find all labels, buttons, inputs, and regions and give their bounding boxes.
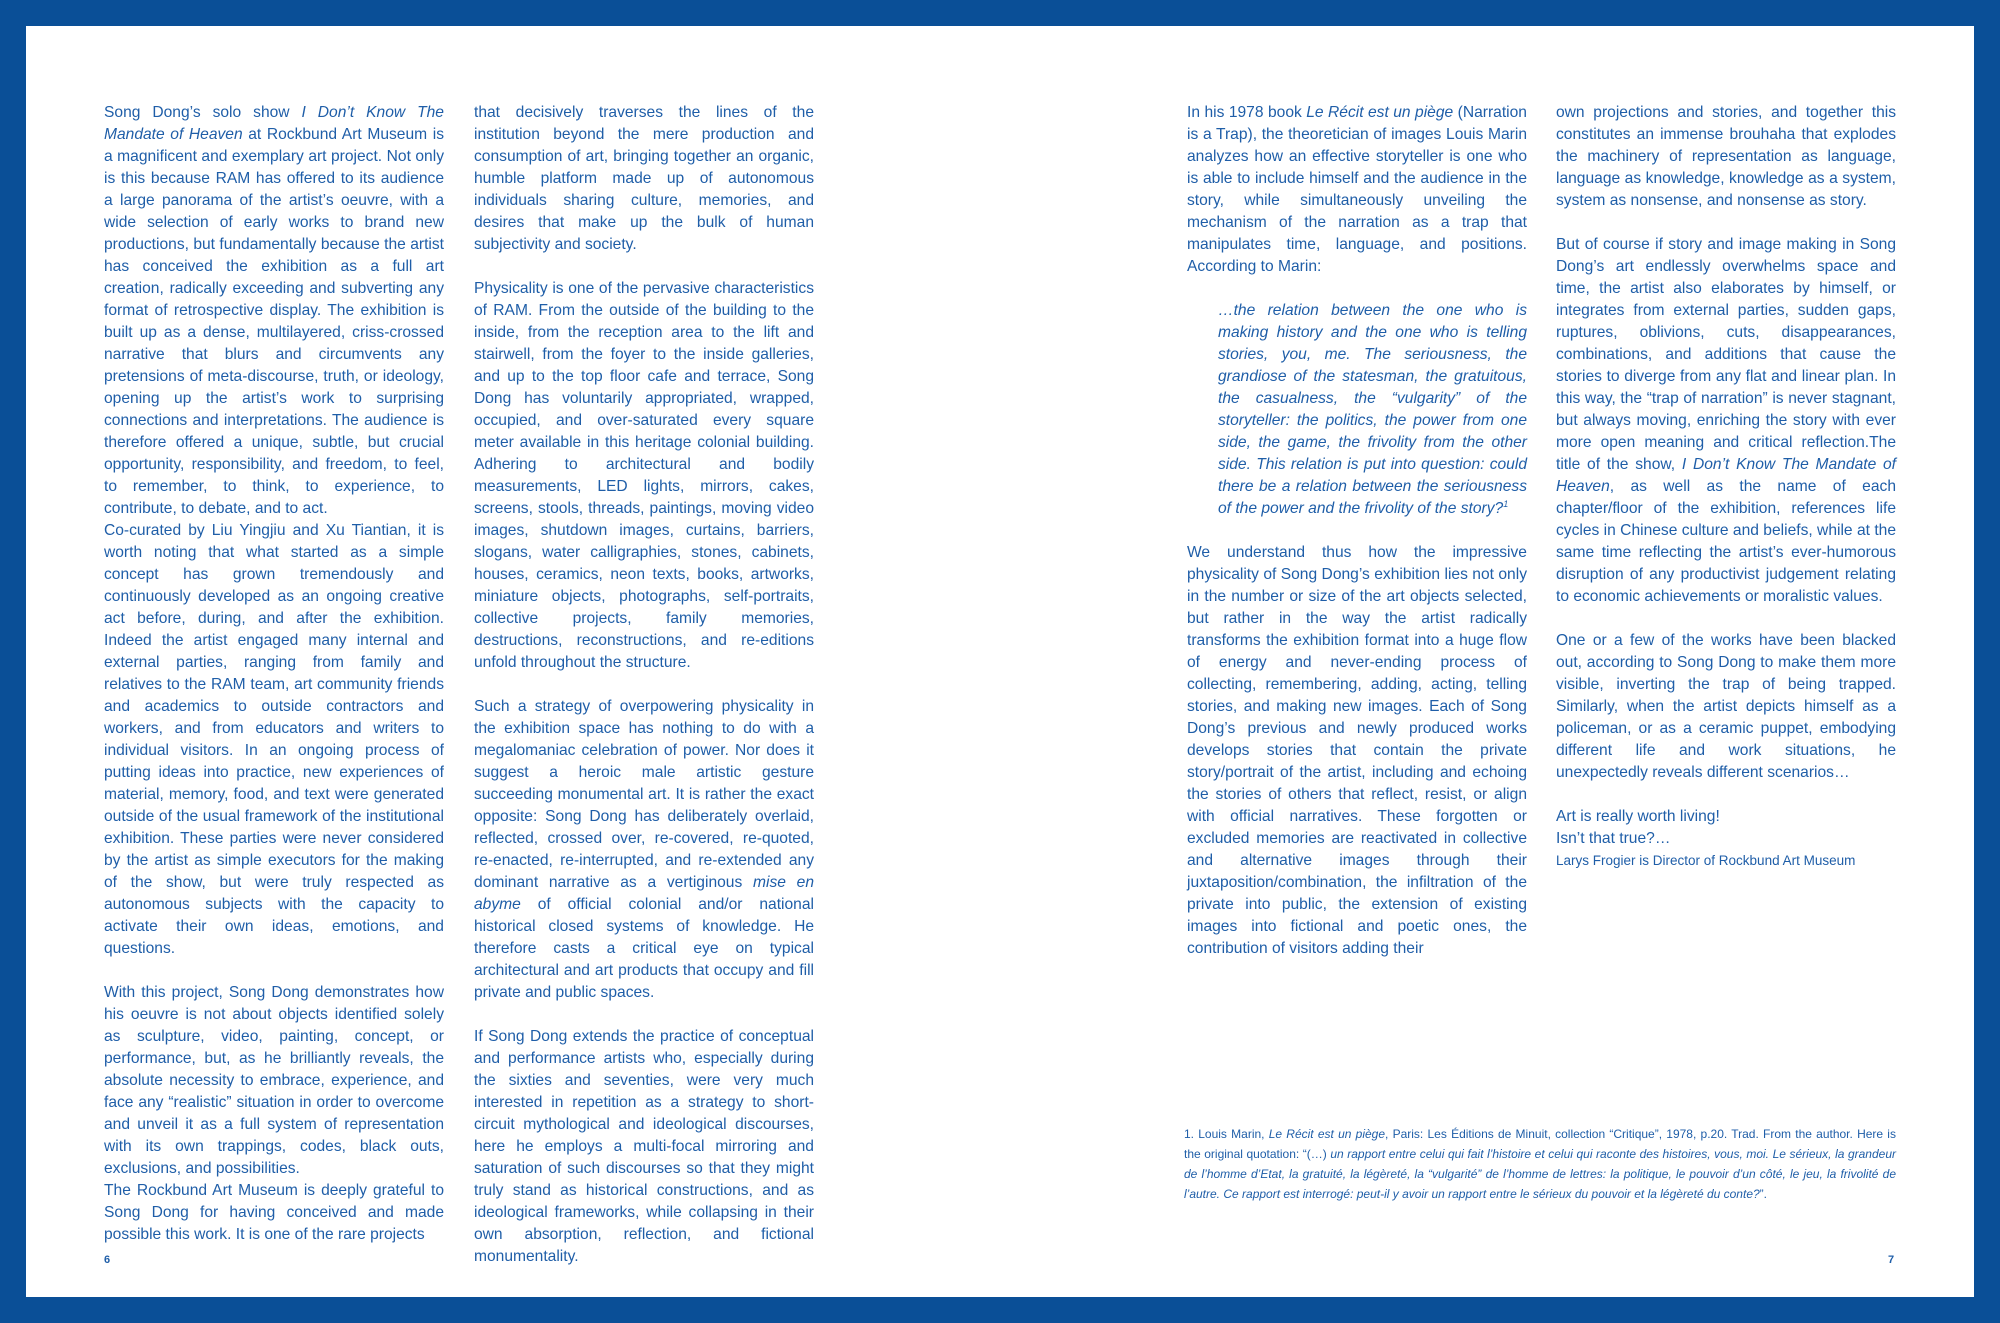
paragraph: Co-curated by Liu Yingjiu and Xu Tiantian, it is worth noting that what started as a simple concept has grown tremendously and continuously developed as an ongoing creative act before, during, and after the exhibition. Indeed the artist engaged many internal and external parties, ranging from family and relatives to the RAM team, art community friends and academics to outside contractors and workers, and from educators and writers to individual visitors. In an ongoing process of putting ideas into practice, new experiences of material, memory, food, and text were generated outside of the usual framework of the institutional exhibition. These parties were never considered by the artist as simple executors for the making of the show, but were truly respected as autonomous subjects with the capacity to activate their own ideas, emotions, and questions. [104, 522, 444, 957]
text: Song Dong’s solo show [104, 104, 302, 121]
text: at Rockbund Art Museum is a magnificent and exemplary art project. Not only is this because RAM has offered to its audience a large panorama of the artist’s oeuvre, with a wide selection of early works to brand new productions, but fundamentally because the artist has conceived the exhibition as a full art creation, radically exceeding and subverting any format of retrospective display. The exhibition is built up as a dense, multilayered, criss-crossed narrative that blurs and circumvents any pretensions of meta-discourse, truth, or ideology, opening up the artist’s work to surprising connections and interpretations. The audience is therefore offered a unique, subtle, but crucial opportunity, responsibility, and freedom, to feel, to remember, to think, to experience, to contribute, to debate, and to act. [104, 126, 444, 517]
text: (Narration is a Trap), the theoretician of images Louis Marin analyzes how an effective storyteller is one who is able to include himself and the audience in the story, while simultaneously unveiling the mechanism of the narration as a trap that manipulates time, language, and positions. According to Marin: [1187, 104, 1527, 275]
page-number-left: 6 [104, 1254, 111, 1266]
quote-text: …the relation between the one who is making history and the one who is telling stories, you, me. The seriousness, the grandiose of the statesman, the gratuitous, the casualness, the “vulgarity” of the storyteller: the politics, the power from one side, the game, the frivolity from the other side. This relation is put into question: could there be a relation between the seriousness of the power and the frivolity of the story? [1218, 302, 1527, 517]
original-quotation: un rapport entre celui qui fait l’histoire et celui qui raconte des histoires, vous, moi. Le sérieux, la grandeur de l’homme d’Etat, la gratuité, la légèreté, la “vulgarité” de l’homme de lettres: la politique, le pouvoir d’un côté, le jeu, la frivolité de l’autre. Ce rapport est interrogé: peut-il y avoir un rapport entre le sérieux du pouvoir et la légèreté du conte? [1184, 1147, 1896, 1201]
exhibition-title: I Don’t Know The Mandate of Heaven [1556, 456, 1897, 495]
text: Such a strategy of overpowering physicality in the exhibition space has nothing to do with a megalomaniac celebration of power. Nor does it suggest a heroic male artistic gesture succeeding monumental art. It is rather the exact opposite: Song Dong has deliberately overlaid, reflected, crossed over, re-covered, re-quoted, re-enacted, re-interrupted, and re-extended any dominant narrative as a vertiginous [474, 698, 814, 891]
paragraph: Physicality is one of the pervasive characteristics of RAM. From the outside of the building to the inside, from the reception area to the lift and stairwell, from the foyer to the inside galleries, and up to the top floor cafe and terrace, Song Dong has voluntarily appropriated, wrapped, occupied, and over-saturated every square meter available in this heritage colonial building. Adhering to architectural and bodily measurements, LED lights, mirrors, cakes, screens, stools, threads, paintings, moving video images, shutdown images, curtains, barriers, slogans, water calligraphies, stones, cabinets, houses, ceramics, neon texts, books, artworks, miniature objects, photographs, self-portraits, collective projects, family memories, destructions, reconstructions, and re-editions unfold throughout the structure. [474, 280, 814, 671]
text: ”. [1759, 1187, 1768, 1201]
text: of official colonial and/or national historical closed systems of knowledge. He therefore casts a critical eye on typical architectural and art products that occupy and fill private and public spaces. [474, 896, 814, 1001]
text: , Paris: Les Éditions de Minuit, collection “Critique”, 1978, p.20. Trad. From the author. Here is the original quotation: “(…) [1184, 1127, 1896, 1161]
block-quote [1218, 300, 1527, 520]
right-page-column-1 [1187, 102, 1527, 960]
paragraph [104, 102, 444, 520]
book-title: Le Récit est un piège [1268, 1127, 1386, 1141]
paragraph: With this project, Song Dong demonstrates how his oeuvre is not about objects identified solely as sculpture, video, painting, concept, or performance, but, as he brilliantly reveals, the absolute necessity to embrace, experience, and face any “realistic” situation in order to overcome and unveil it as a full system of representation with its own trappings, codes, black outs, exclusions, and possibilities. [104, 984, 444, 1177]
closing-line-1: Art is really worth living! [1556, 808, 1720, 825]
paragraph: We understand thus how the impressive physicality of Song Dong’s exhibition lies not only in the number or size of the art objects selected, but rather in the way the artist radically transforms the exhibition format into a huge flow of energy and never-ending process of collecting, remembering, adding, acting, telling stories, and making new images. Each of Song Dong’s previous and newly produced works develops stories that contain the private story/portrait of the artist, including and echoing the stories of others that reflect, resist, or align with official narratives. These forgotten or excluded memories are reactivated in collective and alternative images through their juxtaposition/combination, the infiltration of the private into public, the extension of existing images into fictional and poetic ones, the contribution of visitors adding their [1187, 544, 1527, 957]
page-number-right: 7 [1888, 1254, 1895, 1266]
paragraph: own projections and stories, and together this constitutes an immense brouhaha that explodes the machinery of representation as language, language as knowledge, knowledge as a system, system as nonsense, and nonsense as story. [1556, 104, 1896, 209]
text: But of course if story and image making in Song Dong’s art endlessly overwhelms space and time, the artist also elaborates by himself, or integrates from external parties, sudden gaps, ruptures, oblivions, cuts, disappearances, combinations, and additions that cause the stories to diverge from any flat and linear plan. In this way, the “trap of narration” is never stagnant, but always moving, enriching the story with ever more open meaning and critical reflection.The title of the show, [1556, 236, 1896, 473]
paragraph [1556, 234, 1896, 608]
paragraph: that decisively traverses the lines of the institution beyond the mere production and consumption of art, bringing together an organic, humble platform made up of autonomous individuals sharing culture, memories, and desires that make up the bulk of human subjectivity and society. [474, 104, 814, 253]
emphasis: mise en abyme [474, 874, 814, 913]
book-title: Le Récit est un piège [1306, 104, 1454, 121]
book-spread [26, 26, 1974, 1297]
exhibition-title: I Don’t Know The Mandate of Heaven [104, 104, 444, 143]
footnote-marker: 1 [1503, 498, 1509, 509]
left-page-column-2 [474, 102, 814, 1268]
text: In his 1978 book [1187, 104, 1307, 121]
paragraph: One or a few of the works have been blacked out, according to Song Dong to make them more visible, inverting the trap of being trapped. Similarly, when the artist depicts himself as a policeman, or as a ceramic puppet, embodying different life and work situations, he unexpectedly reveals different scenarios… [1556, 632, 1896, 781]
paragraph: If Song Dong extends the practice of conceptual and performance artists who, especially during the sixties and seventies, were very much interested in repetition as a strategy to short-circuit mythological and ideological discourses, here he employs a multi-focal mirroring and saturation of such discourses so that they might truly stand as historical constructions, and as ideological frameworks, while collapsing in their own absorption, reflection, and fictional monumentality. [474, 1028, 814, 1265]
text: , as well as the name of each chapter/floor of the exhibition, references life cycles in Chinese culture and beliefs, while at the same time reflecting the artist’s ever-humorous disruption of any productivist judgement relating to economic achievements or moralistic values. [1556, 478, 1896, 605]
paragraph [474, 696, 814, 1004]
text: 1. Louis Marin, [1184, 1127, 1269, 1141]
footnote [1184, 1124, 1896, 1204]
right-page-column-2 [1556, 102, 1896, 872]
left-page-column-1 [104, 102, 444, 1246]
closing-line-2: Isn’t that true?… [1556, 830, 1671, 847]
paragraph [1187, 102, 1527, 278]
paragraph: The Rockbund Art Museum is deeply grateful to Song Dong for having conceived and made possible this work. It is one of the rare projects [104, 1182, 444, 1243]
author-credit: Larys Frogier is Director of Rockbund Art Museum [1556, 853, 1856, 868]
